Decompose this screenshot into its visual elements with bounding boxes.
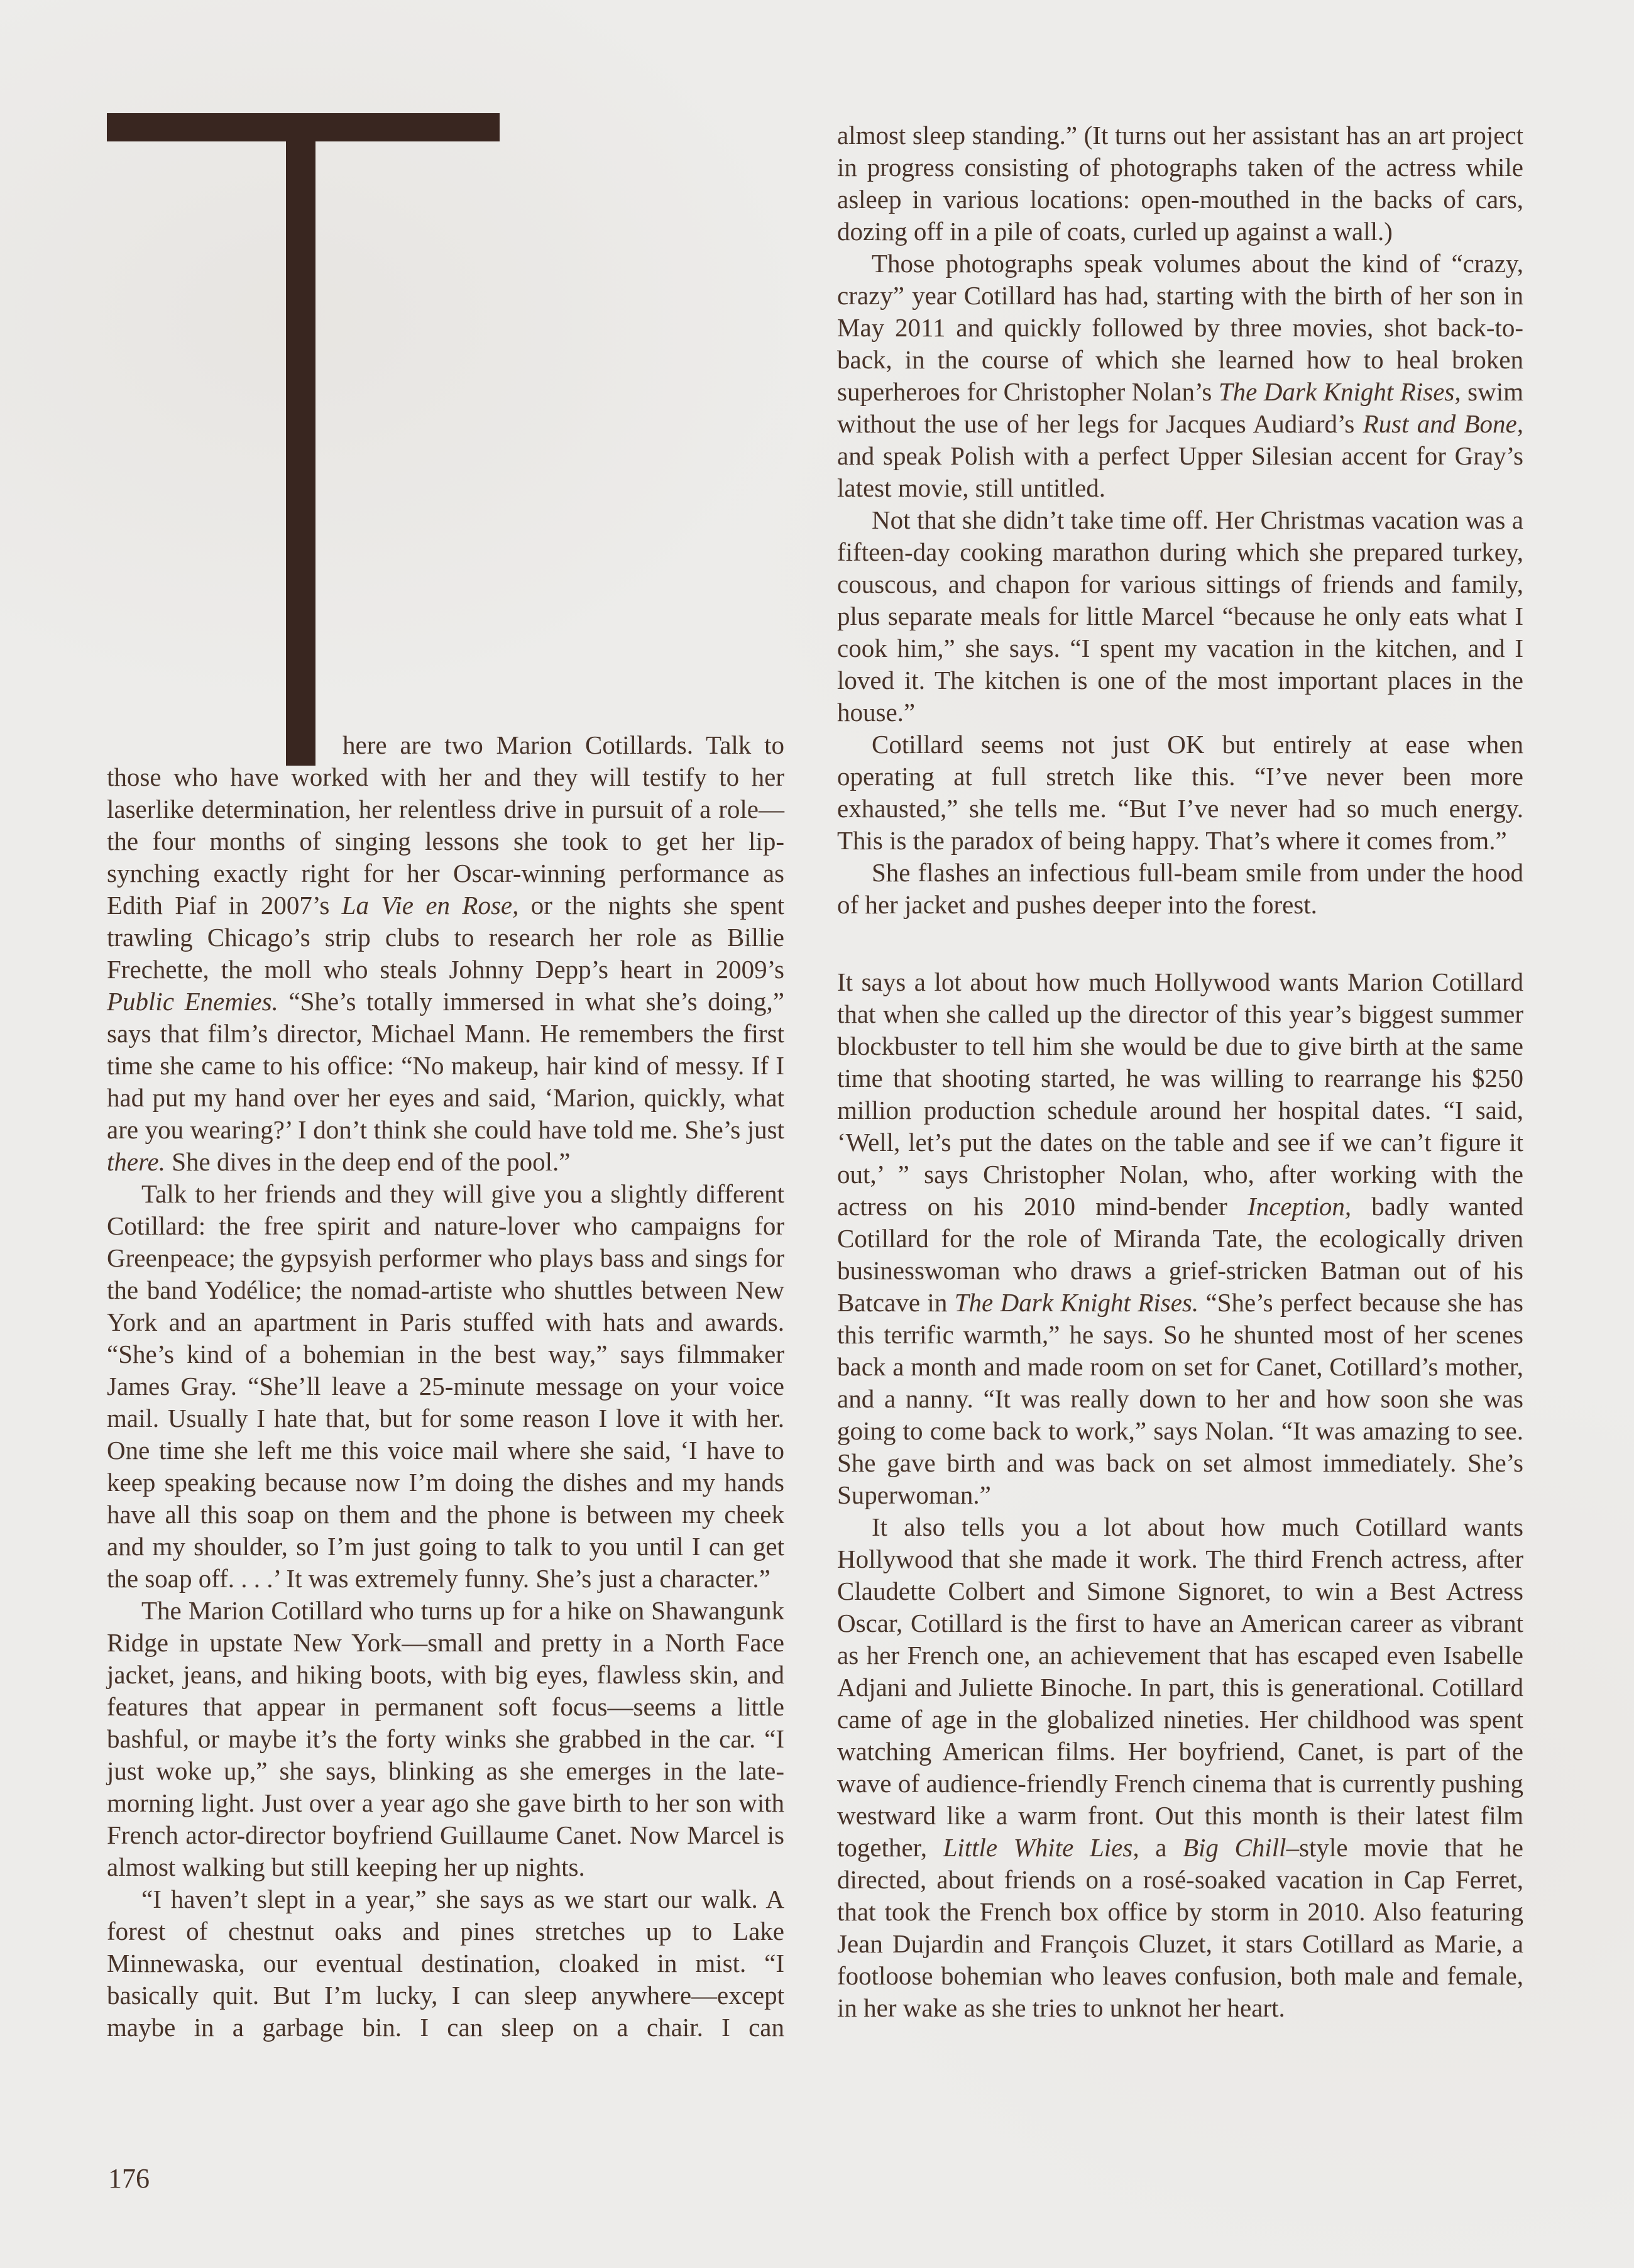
text-run: almost sleep standing.” (It turns out her assistant has an art project in progress consisting of photographs taken of the actress while asleep in various locations: open-mouthed in the backs of cars, dozing off in a pile of coats, curled up against a wall.) xyxy=(837,121,1523,246)
paragraph xyxy=(837,119,1523,248)
paragraph xyxy=(107,1178,784,1595)
text-run: or the nights she spent trawling Chicago’s strip clubs to research her role as Billie Frechette, the moll who steals Johnny Depp’s heart in 2009’s xyxy=(107,891,784,984)
text-run: It also tells you a lot about how much Cotillard wants Hollywood that she made it work. The third French actress, after Claudette Colbert and Simone Signoret, to win a Best Actress Oscar, Cotillard is the first to have an American career as vibrant as her French one, an achievement that has escaped even Isabelle Adjani and Juliette Binoche. In part, this is generational. Cotillard came of age in the globalized nineties. Her childhood was spent watching American films. Her boyfriend, Canet, is part of the wave of audience-friendly French cinema that is currently pushing westward like a warm front. Out this month is their latest film together, xyxy=(837,1512,1523,1862)
text-run: swim without the use of her legs for Jacques Audiard’s xyxy=(837,377,1523,438)
text-run: “I haven’t slept in a year,” she says as we start our walk. A forest of chestnut oaks and pines stretches up to Lake Minnewaska, our eventual destination, cloaked in mist. “I basically quit. But I’m lucky, I can sleep anywhere—except maybe in a garbage bin. I can sleep on a chair. I can xyxy=(107,1885,784,2042)
italic-text-run: Little White Lies, xyxy=(943,1833,1139,1862)
paragraph xyxy=(837,1511,1523,2024)
text-run: Cotillard seems not just OK but entirely at ease when operating at full stretch like this. “I’ve never been more exhausted,” she tells me. “But I’ve never had so much energy. This is the paradox of being happy. That’s where it comes from.” xyxy=(837,730,1523,855)
italic-text-run: Inception, xyxy=(1247,1192,1352,1221)
text-run: Talk to her friends and they will give you a slightly different Cotillard: the free spirit and nature-lover who campaigns for Greenpeace; the gypsyish performer who plays bass and sings for the band Yodélice; the nomad-artiste who shuttles between New York and an apartment in Paris stuffed with hats and awards. “She’s kind of a bohemian in the best way,” says filmmaker James Gray. “She’ll leave a 25-minute message on your voice mail. Usually I hate that, but for some reason I love it with her. One time she left me this voice mail where she said, ‘I have to keep speaking because now I’m doing the dishes and my hands have all this soap on them and the phone is between my cheek and my shoulder, so I’m just going to talk to you until I can get the soap off. . . .’ It was extremely funny. She’s just a character.” xyxy=(107,1179,784,1593)
text-run: here are two Marion Cotillards. Talk to those who have worked with her and they will testify to her laserlike determination, her relentless drive in pursuit of a role—the four months of singing lessons she took to get her lip-synching exactly right for her Oscar-winning performance as Edith Piaf in 2007’s xyxy=(107,730,784,920)
text-run: Not that she didn’t take time off. Her Christmas vacation was a fifteen-day cooking marathon during which she prepared turkey, couscous, and chapon for various sittings of friends and family, plus separate meals for little Marcel “because he only eats what I cook him,” she says. “I spent my vacation in the kitchen, and I loved it. The kitchen is one of the most important places in the house.” xyxy=(837,505,1523,727)
italic-text-run: La Vie en Rose, xyxy=(341,891,519,920)
paragraph xyxy=(107,1883,784,2044)
text-run: a xyxy=(1139,1833,1183,1862)
dropcap-t-stem-shape xyxy=(286,113,315,766)
italic-text-run: Rust and Bone, xyxy=(1363,409,1523,438)
italic-text-run: Big Chill xyxy=(1183,1833,1286,1862)
text-run: “She’s perfect because she has this terrific warmth,” he says. So he shunted most of her scenes back a month and made room on set for Canet, Cotillard’s mother, and a nanny. “It was really down to her and how soon she was going to come back to work,” says Nolan. “It was amazing to see. She gave birth and was back on set almost immediately. She’s Superwoman.” xyxy=(837,1288,1524,1509)
paragraph xyxy=(107,729,784,1178)
text-run: She dives in the deep end of the pool.” xyxy=(165,1147,571,1176)
paragraph xyxy=(837,857,1523,921)
text-run: –style movie that he directed, about friends on a rosé-soaked vacation in Cap Ferret, that took the French box office by storm in 2010. Also featuring Jean Dujardin and François Cluzet, it stars Cotillard as Marie, a footloose bohemian who leaves confusion, both male and female, in her wake as she tries to unknot her heart. xyxy=(837,1833,1523,2022)
text-run: badly wanted Cotillard for the role of Miranda Tate, the ecologically driven businesswoman who draws a grief-stricken Batman out of his Batcave in xyxy=(837,1192,1523,1317)
italic-text-run: The Dark Knight Rises, xyxy=(1218,377,1461,406)
text-run: and speak Polish with a perfect Upper Silesian accent for Gray’s latest movie, still untitled. xyxy=(837,441,1523,502)
paragraph xyxy=(837,248,1523,504)
page-number: 176 xyxy=(108,2163,150,2194)
paragraph xyxy=(837,729,1523,857)
text-run: “She’s totally immersed in what she’s doing,” says that film’s director, Michael Mann. He remembers the first time she came to his office: “No makeup, hair kind of messy. If I had put my hand over her eyes and said, ‘Marion, quickly, what are you wearing?’ I don’t think she could have told me. She’s just xyxy=(107,987,785,1144)
italic-text-run: there. xyxy=(107,1147,165,1176)
text-run: It says a lot about how much Hollywood wants Marion Cotillard that when she called up the director of this year’s biggest summer blockbuster to tell him she would be due to give birth at the same time that shooting started, he was willing to rearrange his $250 million production schedule around her hospital dates. “I said, ‘Well, let’s put the dates on the table and see if we can’t figure it out,’ ” says Christopher Nolan, who, after working with the actress on his 2010 mind-bender xyxy=(837,967,1523,1221)
text-run: She flashes an infectious full-beam smile from under the hood of her jacket and pushes deeper into the forest. xyxy=(837,858,1523,919)
italic-text-run: The Dark Knight Rises. xyxy=(954,1288,1199,1317)
paragraph xyxy=(837,966,1523,1511)
italic-text-run: Public Enemies. xyxy=(107,987,278,1016)
article-left-column xyxy=(107,729,784,2044)
article-right-column xyxy=(837,119,1523,2024)
paragraph xyxy=(107,1595,784,1883)
text-run: The Marion Cotillard who turns up for a hike on Shawangunk Ridge in upstate New York—small and pretty in a North Face jacket, jeans, and hiking boots, with big eyes, flawless skin, and features that appear in permanent soft focus—seems a little bashful, or maybe it’s the forty winks she grabbed in the car. “I just woke up,” she says, blinking as she emerges in the late-morning light. Just over a year ago she gave birth to her son with French actor-director boyfriend Guillaume Canet. Now Marcel is almost walking but still keeping her up nights. xyxy=(107,1596,784,1881)
paragraph xyxy=(837,504,1523,729)
text-run: Those photographs speak volumes about the kind of “crazy, crazy” year Cotillard has had, starting with the birth of her son in May 2011 and quickly followed by three movies, shot back-to-back, in the course of which she learned how to heal broken superheroes for Christopher Nolan’s xyxy=(837,249,1523,406)
